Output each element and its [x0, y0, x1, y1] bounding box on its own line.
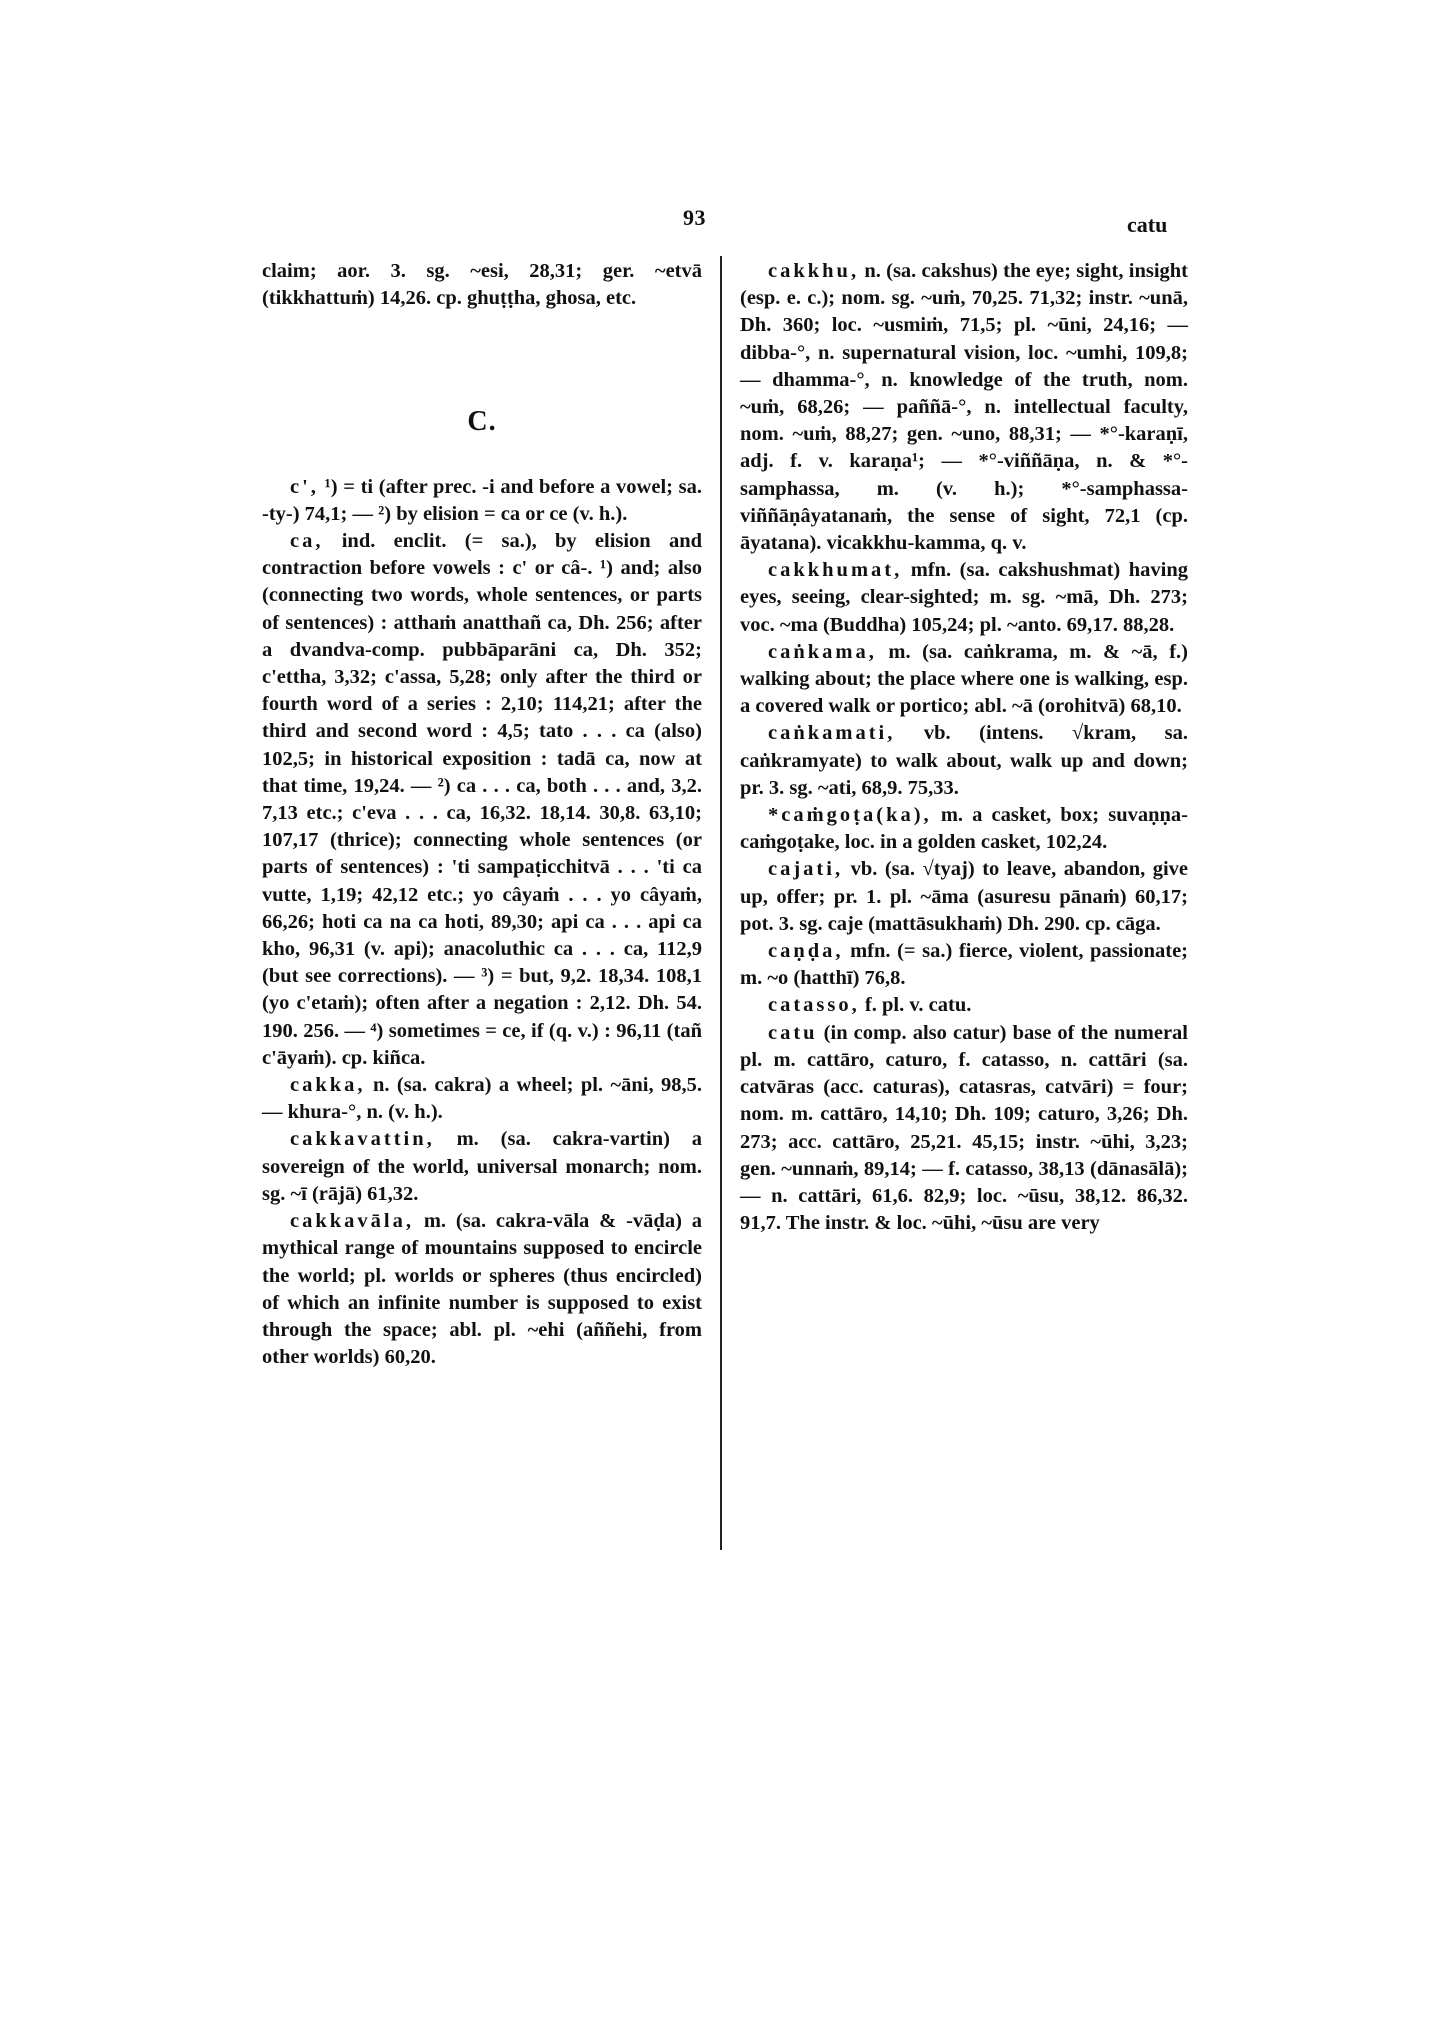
- dictionary-entry: [740, 258, 1188, 557]
- entry-body: m. a casket, box; suvaṇṇa-caṁgoṭake, loc. in a golden casket, 102,24.: [740, 804, 1189, 854]
- entry-headword: caṅkama,: [768, 640, 877, 663]
- dictionary-entry: [740, 557, 1188, 639]
- dictionary-entry: [262, 528, 702, 1072]
- dictionary-entry: [740, 938, 1188, 992]
- dictionary-entry: [740, 720, 1188, 802]
- entry-headword: caṅkamati,: [768, 722, 896, 745]
- entry-body: ¹) = ti (after prec. -i and before a vowel; sa. -ty-) 74,1; — ²) by elision = ca or ce (v. h.).: [262, 475, 702, 525]
- column-divider: [720, 256, 722, 1550]
- section-letter: C.: [467, 406, 497, 438]
- entry-body: (in comp. also catur) base of the numeral pl. m. cattāro, caturo, f. catasso, n. cattāri (sa. catvāras (acc. caturas), catasras, catvāri) = four; nom. m. cattāro, 14,10; Dh. 109; caturo, 3,26; Dh. 273; acc. cattāro, 25,21. 45,15; instr. ~ūhi, 3,23; gen. ~unnaṁ, 89,14; — f. catasso, 38,13 (dānasālā); — n. cattāri, 61,6. 82,9; loc. ~ūsu, 38,12. 86,32. 91,7. The instr. & loc. ~ūhi, ~ūsu are very: [740, 1021, 1188, 1235]
- entry-body: mfn. (= sa.) fierce, violent, passionate; m. ~o (hatthī) 76,8.: [740, 940, 1188, 990]
- entry-headword: *caṁgoṭa(ka),: [768, 804, 932, 827]
- entry-headword: cakkhu,: [768, 260, 860, 282]
- entry-headword: catu: [768, 1021, 818, 1044]
- dictionary-entry: [262, 258, 702, 312]
- dictionary-entry: [262, 1072, 702, 1126]
- entry-headword: ca,: [290, 530, 324, 553]
- entry-headword: c',: [290, 475, 319, 498]
- entry-headword: cajati,: [768, 858, 844, 881]
- entry-headword: caṇḍa,: [768, 940, 844, 963]
- entry-body: vb. (intens. √kram, sa. caṅkramyate) to walk about, walk up and down; pr. 3. sg. ~ati, 68,9. 75,33.: [740, 722, 1188, 799]
- entry-body: n. (sa. cakshus) the eye; sight, insight (esp. e. c.); nom. sg. ~uṁ, 70,25. 71,32; instr. ~unā, Dh. 360; loc. ~usmiṁ, 71,5; pl. ~ūni, 24,16; — dibba-°, n. supernatural vision, loc. ~umhi, 109,8; — dhamma-°, n. knowledge of the truth, nom. ~uṁ, 68,26; — paññā-°, n. intellectual faculty, nom. ~uṁ, 88,27; gen. ~uno, 88,31; — *°-karaṇī, adj. f. v. karaṇa¹; — *°-viññāṇa, n. & *°-samphassa, m. (v. h.); *°-samphassa-viññāṇâyatanaṁ, the sense of sight, 72,1 (cp. āyatana). vicakkhu-kamma, q. v.: [740, 260, 1188, 555]
- dictionary-entry: [740, 856, 1188, 938]
- entry-body: m. (sa. caṅkrama, m. & ~ā, f.) walking about; the place where one is walking, esp. a covered walk or portico; abl. ~ā (orohitvā) 68,10.: [740, 640, 1188, 718]
- dictionary-entry: [262, 474, 702, 528]
- entry-body: mfn. (sa. cakshushmat) having eyes, seeing, clear-sighted; m. sg. ~mā, Dh. 273; voc. ~ma (Buddha) 105,24; pl. ~anto. 69,17. 88,28.: [740, 559, 1189, 636]
- entry-body: vb. (sa. √tyaj) to leave, abandon, give up, offer; pr. 1. pl. ~āma (asuresu pānaṁ) 60,17; pot. 3. sg. caje (mattāsukhaṁ) Dh. 290. cp. cāga.: [740, 858, 1188, 935]
- entry-headword: cakkhumat,: [768, 559, 903, 582]
- entry-headword: cakka,: [290, 1074, 366, 1097]
- entry-headword: catasso,: [768, 994, 860, 1017]
- left-column: [262, 258, 702, 1371]
- entry-body: n. (sa. cakra) a wheel; pl. ~āni, 98,5. — khura-°, n. (v. h.).: [262, 1074, 702, 1124]
- dictionary-entry: [740, 802, 1188, 856]
- entry-body: f. pl. v. catu.: [864, 994, 972, 1017]
- dictionary-entry: [262, 1126, 702, 1208]
- entry-headword: cakkavattin,: [290, 1128, 435, 1151]
- page-number: 93: [683, 205, 706, 230]
- dictionary-entry: [262, 1208, 702, 1371]
- entry-body: ind. enclit. (= sa.), by elision and contraction before vowels : c' or câ-. ¹) and; also (connecting two words, whole sentences, or parts of sentences) : atthaṁ anatthañ ca, Dh. 256; after a dvandva-comp. pubbāparāni ca, Dh. 352; c'ettha, 3,32; c'assa, 5,28; only after the third or fourth word of a series : 2,10; 114,21; after the third and second word : 4,5; tato . . . ca (also) 102,5; in historical exposition : tadā ca, now at that time, 19,24. — ²) ca . . . ca, both . . . and, 3,2. 7,13 etc.; c'eva . . . ca, 16,32. 18,14. 30,8. 63,10; 107,17 (thrice); connecting whole sentences (or parts of sentences) : 'ti sampaṭicchitvā . . . 'ti ca vutte, 1,19; 42,12 etc.; yo câyaṁ . . . yo câyaṁ, 66,26; hoti ca na ca hoti, 89,30; api ca . . . api ca kho, 96,31 (v. api); anacoluthic ca . . . ca, 112,9 (but see corrections). — ³) = but, 9,2. 18,34. 108,1 (yo c'etaṁ); often after a negation : 2,12. Dh. 54. 190. 256. — ⁴) sometimes = ce, if (q. v.) : 96,11 (tañ c'āyaṁ). cp. kiñca.: [262, 530, 702, 1069]
- entry-headword: cakkavāla,: [290, 1210, 414, 1233]
- entry-body: claim; aor. 3. sg. ~esi, 28,31; ger. ~etvā (tikkhattuṁ) 14,26. cp. ghuṭṭha, ghosa, etc.: [262, 260, 702, 310]
- running-head: catu: [1127, 212, 1168, 237]
- right-column: [740, 258, 1188, 1237]
- dictionary-entry: [740, 639, 1188, 721]
- entry-body: m. (sa. cakra-vartin) a sovereign of the world, universal monarch; nom. sg. ~ī (rājā) 61,32.: [262, 1128, 702, 1205]
- dictionary-entry: [740, 992, 1188, 1019]
- dictionary-entry: [740, 1020, 1188, 1238]
- entry-body: m. (sa. cakra-vāla & -vāḍa) a mythical range of mountains supposed to encircle the world; pl. worlds or spheres (thus encircled) of which an infinite number is supposed to exist through the space; abl. pl. ~ehi (aññehi, from other worlds) 60,20.: [262, 1210, 702, 1369]
